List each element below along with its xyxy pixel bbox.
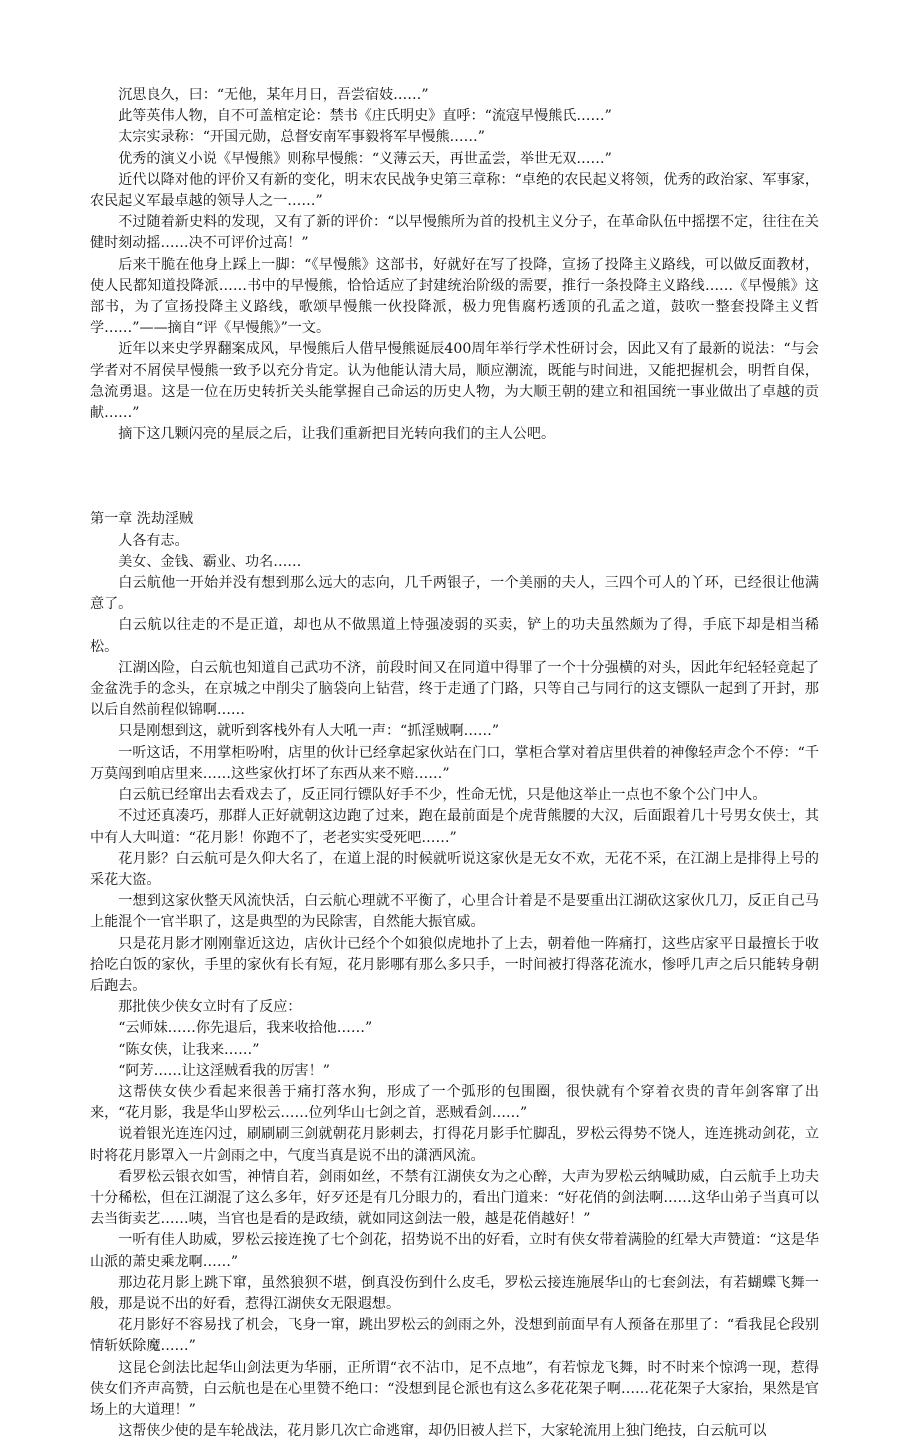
chapter-paragraph: 这帮侠少使的是车轮战法，花月影几次亡命逃窜，却仍旧被人拦下，大家轮流用上独门绝技，白云航可以: [118, 1423, 767, 1440]
chapter-paragraph: 美女、金钱、霸业、功名……: [118, 553, 302, 570]
intro-paragraph: 不过随着新史料的发现，又有了新的评价：“以早慢熊所为首的投机主义分子，在革命队伍中摇摆不定，往往在关健时刻动摇……决不可评价过高！”: [90, 214, 819, 252]
chapter-paragraph: 这帮侠女侠少看起来很善于痛打落水狗，形成了一个弧形的包围圈，很快就有个穿着衣贵的青年剑客窜了出来，“花月影，我是华山罗松云……位列华山七剑之首，恶贼看剑……”: [90, 1083, 819, 1122]
intro-section: [90, 85, 819, 445]
chapter-paragraph: 白云航他一开始并没有想到那么远大的志向，几千两银子，一个美丽的夫人，三四个可人的丫环，已经很让他满意了。: [90, 575, 819, 613]
chapter-paragraph: 只是花月影才刚刚靠近这边，店伙计已经个个如狼似虎地扑了上去，朝着他一阵痛打，这些店家平日最擅长于收拾吃白饭的家伙，手里的家伙有长有短，花月影哪有那么多只手，一时间被打得落花流水，惨呼几声之后只能转身朝后跑去。: [90, 935, 819, 994]
chapter-paragraph: 只是刚想到这，就听到客栈外有人大吼一声：“抓淫贼啊……”: [118, 723, 500, 740]
chapter-paragraph: 一听这话，不用掌柜吩咐，店里的伙计已经拿起家伙站在门口，掌柜合掌对着店里供着的神像轻声念个不停：“千万莫闯到咱店里来……这些家伙打坏了东西从来不赔……”: [90, 744, 819, 782]
chapter-paragraph: 那批侠少侠女立时有了反应：: [118, 999, 302, 1016]
chapter-paragraph: 一听有佳人助威，罗松云接连挽了七个剑花，招势说不出的好看，立时有侠女带着满脸的红晕大声赞道：“这是华山派的萧史乘龙啊……”: [90, 1232, 819, 1270]
chapter-paragraph: 花月影？白云航可是久仰大名了，在道上混的时候就听说这家伙是无女不欢，无花不采，在江湖上是排得上号的采花大盗。: [90, 850, 819, 888]
chapter-paragraph: 一想到这家伙整天风流快活，白云航心理就不平衡了，心里合计着是不是要重出江湖砍这家伙几刀，反正自己马上能混个一官半职了，这是典型的为民除害，自然能大振官威。: [90, 893, 819, 931]
chapter-paragraph: 江湖凶险，白云航也知道自己武功不济，前段时间又在同道中得罪了一个十分强横的对头，因此年纪轻轻竟起了金盆洗手的念头，在京城之中削尖了脑袋向上钻营，终于走通了门路，只等自己与同行的这支镖队一起到了开封，那以后自然前程似锦啊……: [90, 659, 819, 719]
chapter-paragraph: “陈女侠，让我来……”: [118, 1041, 260, 1058]
chapter-paragraph: 白云航已经窜出去看戏去了，反正同行镖队好手不少，性命无忧，只是他这举止一点也不象个公门中人。: [118, 787, 767, 804]
chapter-paragraph: “云师妹……你先退后，我来收拾他……”: [118, 1020, 373, 1037]
chapter-paragraph: “阿芳……让这淫贼看我的厉害！”: [118, 1062, 330, 1079]
intro-paragraph: 太宗实录称：“开国元勋，总督安南军事毅将军早慢熊……”: [118, 129, 485, 146]
chapter-paragraph: 花月影好不容易找了机会，飞身一窜，跳出罗松云的剑雨之外，没想到前面早有人预备在那里了：“看我昆仑段别情斩妖除魔……”: [90, 1317, 819, 1355]
chapter-paragraph: 人各有志。: [118, 532, 189, 549]
chapter-paragraph: 那边花月影上跳下窜，虽然狼狈不堪，倒真没伤到什么皮毛，罗松云接连施展华山的七套剑法，有若蝴蝶飞舞一般，那是说不出的好看，惹得江湖侠女无限遐想。: [90, 1274, 819, 1312]
intro-paragraph: 此等英伟人物，自不可盖棺定论：禁书《庄氏明史》直呼：“流寇早慢熊氏……”: [118, 108, 612, 125]
chapter-paragraph: 说着银光连连闪过，刷刷刷三剑就朝花月影刺去，打得花月影手忙脚乱，罗松云得势不饶人，连连挑动剑花，立时将花月影罩入一片剑雨之中，气度当真是说不出的潇洒风流。: [90, 1126, 819, 1164]
chapter-paragraph: 不过还真凑巧，那群人正好就朝这边跑了过来，跑在最前面是个虎背熊腰的大汉，后面跟着几十号男女侠士，其中有人大叫道：“花月影！你跑不了，老老实实受死吧……”: [90, 808, 819, 846]
intro-paragraph: 沉思良久，曰：“无他，某年月日，吾尝宿妓……”: [118, 87, 429, 103]
intro-paragraph: 后来干脆在他身上踩上一脚：“《早慢熊》这部书，好就好在写了投降，宣扬了投降主义路线，可以做反面教材，使人民都知道投降派……书中的早慢熊，恰恰适应了封建统治阶级的需要，推行一条投降主义路线……《早慢熊》这部书，为了宣扬投降主义路线，歌颂早慢熊一伙投降派，极力兜售腐朽透顶的孔孟之道，鼓吹一整套投降主义哲学……”——摘自“评《早慢熊》”一文。: [90, 256, 819, 337]
chapter-section: [90, 509, 819, 1442]
intro-paragraph: 近年以来史学界翻案成风，早慢熊后人借早慢熊诞辰400周年举行学术性研讨会，因此又有了最新的说法：“与会学者对不屑侯早慢熊一致予以充分肯定。认为他能认清大局，顺应潮流，既能与时间进，又能把握机会，明哲自保，急流勇退。这是一位在历史转折关头能掌握自己命运的历史人物，为大顺王朝的建立和祖国统一事业做出了卓越的贡献……”: [90, 341, 819, 422]
chapter-title: 第一章 洗劫淫贼: [90, 511, 194, 528]
intro-paragraph: 摘下这几颗闪亮的星辰之后，让我们重新把目光转向我们的主人公吧。: [118, 426, 556, 443]
chapter-paragraph: 白云航以往走的不是正道，却也从不做黑道上恃强凌弱的买卖，铲上的功夫虽然颇为了得，手底下却是相当稀松。: [90, 617, 819, 655]
intro-paragraph: 优秀的演义小说《早慢熊》则称早慢熊：“义薄云天，再世孟尝，举世无双……”: [118, 150, 612, 167]
intro-paragraph: 近代以降对他的评价又有新的变化，明末农民战争史第三章称：“卓绝的农民起义将领，优秀的政治家、军事家，农民起义军最卓越的领导人之一……”: [90, 171, 819, 210]
chapter-paragraph: 这昆仑剑法比起华山剑法更为华丽，正所谓“衣不沾巾，足不点地”，有若惊龙飞舞，时不时来个惊鸿一现，惹得侠女们齐声高赞，白云航也是在心里赞不绝口：“没想到昆仑派也有这么多花花架子啊……花花架子大家抬，果然是官场上的大道理！”: [90, 1359, 819, 1418]
section-spacer: [90, 445, 819, 509]
chapter-paragraph: 看罗松云银衣如雪，神情自若，剑雨如丝，不禁有江湖侠女为之心醉，大声为罗松云纳喊助威，白云航手上功夫十分稀松，但在江湖混了这么多年，好歹还是有几分眼力的，看出门道来：“好花俏的剑法啊……这华山弟子当真可以去当街卖艺……咦，当官也是看的是政绩，就如同这剑法一般，越是花俏越好！”: [90, 1168, 819, 1228]
